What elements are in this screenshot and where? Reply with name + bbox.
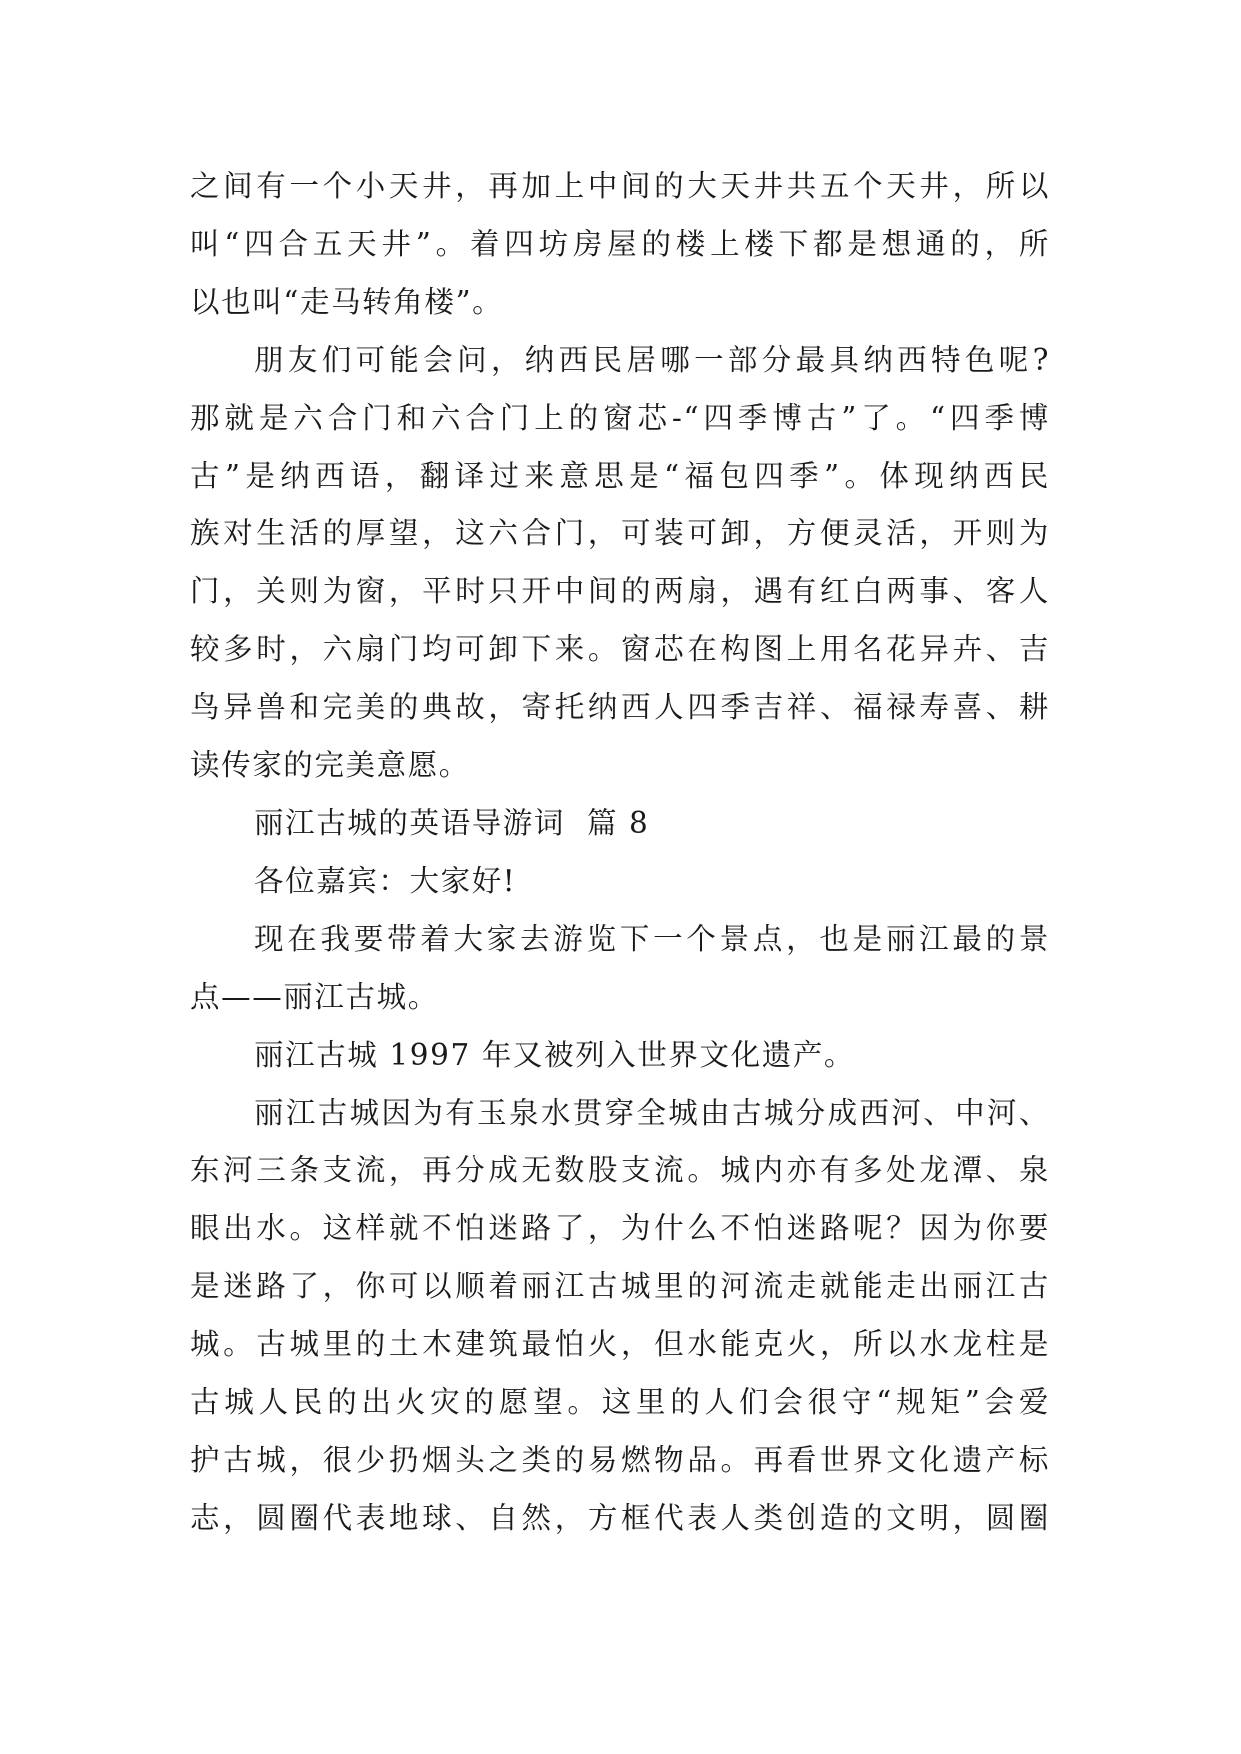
paragraph-heritage [190, 1027, 1050, 1085]
text-line: 护古城，很少扔烟头之类的易燃物品。再看世界文化遗产标 [190, 1442, 1050, 1477]
text-line: 较多时，六扇门均可卸下来。窗芯在构图上用名花异卉、吉 [190, 632, 1050, 667]
paragraph-intro [190, 911, 1050, 1027]
text-line: 族对生活的厚望，这六合门，可装可卸，方便灵活，开则为 [190, 516, 1050, 551]
paragraph-courtyard [190, 158, 1050, 332]
text-line: 古城人民的出火灾的愿望。这里的人们会很守“规矩”会爱 [190, 1385, 1050, 1420]
text-line: 东河三条支流，再分成无数股支流。城内亦有多处龙潭、泉 [190, 1153, 1050, 1188]
text-line: 读传家的完美意愿。 [190, 748, 470, 783]
text-line: 眼出水。这样就不怕迷路了，为什么不怕迷路呢？因为你要 [190, 1211, 1050, 1246]
text-line: 丽江古城 1997 年又被列入世界文化遗产。 [254, 1037, 856, 1072]
text-line: 那就是六合门和六合门上的窗芯-“四季博古”了。“四季博 [190, 400, 1050, 435]
text-line: 点——丽江古城。 [190, 979, 439, 1014]
text-line: 志，圆圈代表地球、自然，方框代表人类创造的文明，圆圈 [190, 1500, 1050, 1535]
section-title: 丽江古城的英语导游词 篇 8 [254, 805, 650, 840]
text-line: 鸟异兽和完美的典故，寄托纳西人四季吉祥、福禄寿喜、耕 [190, 690, 1050, 725]
section-heading [190, 795, 1050, 853]
text-line: 以也叫“走马转角楼”。 [190, 284, 504, 319]
text-line: 朋友们可能会问，纳西民居哪一部分最具纳西特色呢? [254, 342, 1050, 377]
paragraph-rivers [190, 1085, 1050, 1548]
text-line: 丽江古城因为有玉泉水贯穿全城由古城分成西河、中河、 [254, 1095, 1050, 1130]
text-line: 门，关则为窗，平时只开中间的两扇，遇有红白两事、客人 [190, 574, 1050, 609]
text-line: 古”是纳西语，翻译过来意思是“福包四季”。体现纳西民 [190, 458, 1050, 493]
text-line: 各位嘉宾：大家好! [254, 863, 517, 898]
text-line: 是迷路了，你可以顺着丽江古城里的河流走就能走出丽江古 [190, 1269, 1050, 1304]
text-line: 现在我要带着大家去游览下一个景点，也是丽江最的景 [254, 921, 1050, 956]
paragraph-greeting [190, 853, 1050, 911]
document-page [190, 158, 1050, 1548]
text-line: 之间有一个小天井，再加上中间的大天井共五个天井，所以 [190, 169, 1050, 203]
paragraph-six-doors [190, 332, 1050, 795]
text-line: 叫“四合五天井”。着四坊房屋的楼上楼下都是想通的，所 [190, 226, 1050, 261]
text-line: 城。古城里的土木建筑最怕火，但水能克火，所以水龙柱是 [190, 1327, 1050, 1362]
